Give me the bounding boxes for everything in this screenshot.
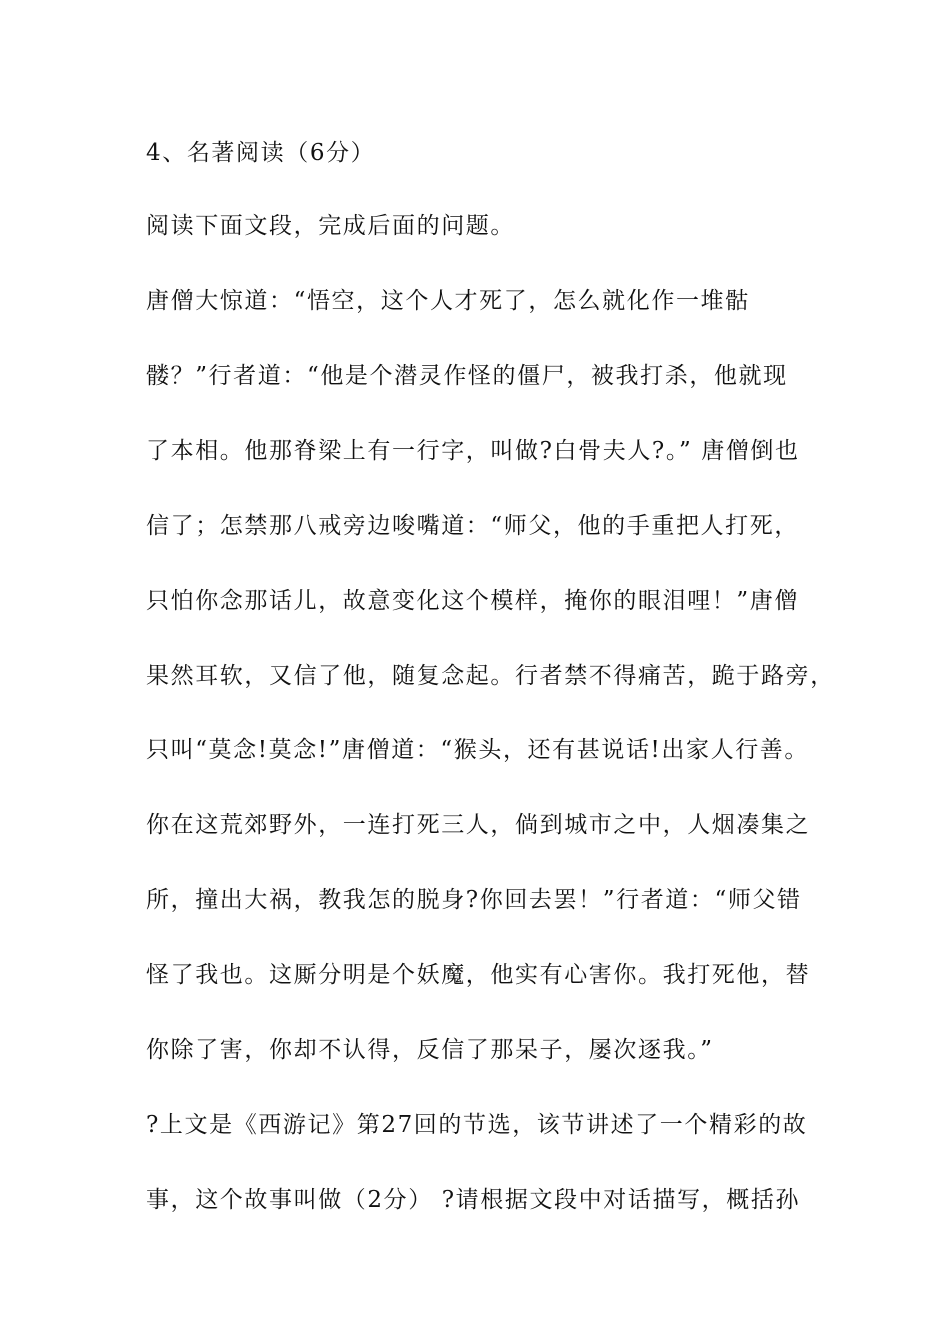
question-line: ?上文是《西游记》第27回的节选，该节讲述了一个精彩的故 [146, 1112, 808, 1138]
passage-line: 唐僧大惊道：“悟空，这个人才死了，怎么就化作一堆骷 [146, 288, 750, 314]
instruction-line: 阅读下面文段，完成后面的问题。 [146, 213, 515, 239]
passage-line: 所，撞出大祸，教我怎的脱身?你回去罢！”行者道：“师父错 [146, 887, 802, 913]
question-heading: 4、名著阅读（6分） [146, 140, 376, 166]
passage-line: 只叫“莫念!莫念!”唐僧道：“猴头，还有甚说话!出家人行善。 [146, 737, 810, 763]
passage-line: 你在这荒郊野外，一连打死三人，倘到城市之中，人烟凑集之 [146, 812, 811, 838]
passage-line: 怪了我也。这厮分明是个妖魔，他实有心害你。我打死他，替 [146, 962, 811, 988]
passage-line: 髅？”行者道：“他是个潜灵作怪的僵尸，被我打杀，他就现 [146, 363, 788, 389]
question-line: 事，这个故事叫做（2分） ?请根据文段中对话描写，概括孙 [146, 1187, 801, 1213]
passage-line: 了本相。他那脊梁上有一行字，叫做?白骨夫人?。” 唐僧倒也 [146, 438, 800, 464]
passage-line: 信了；怎禁那八戒旁边唆嘴道：“师父，他的手重把人打死， [146, 513, 799, 539]
passage-line: 只怕你念那话儿，故意变化这个模样，掩你的眼泪哩！”唐僧 [146, 588, 799, 614]
passage-line: 果然耳软，又信了他，随复念起。行者禁不得痛苦，跪于路旁， [146, 663, 835, 689]
passage-line: 你除了害，你却不认得，反信了那呆子，屡次逐我。” [146, 1037, 714, 1063]
